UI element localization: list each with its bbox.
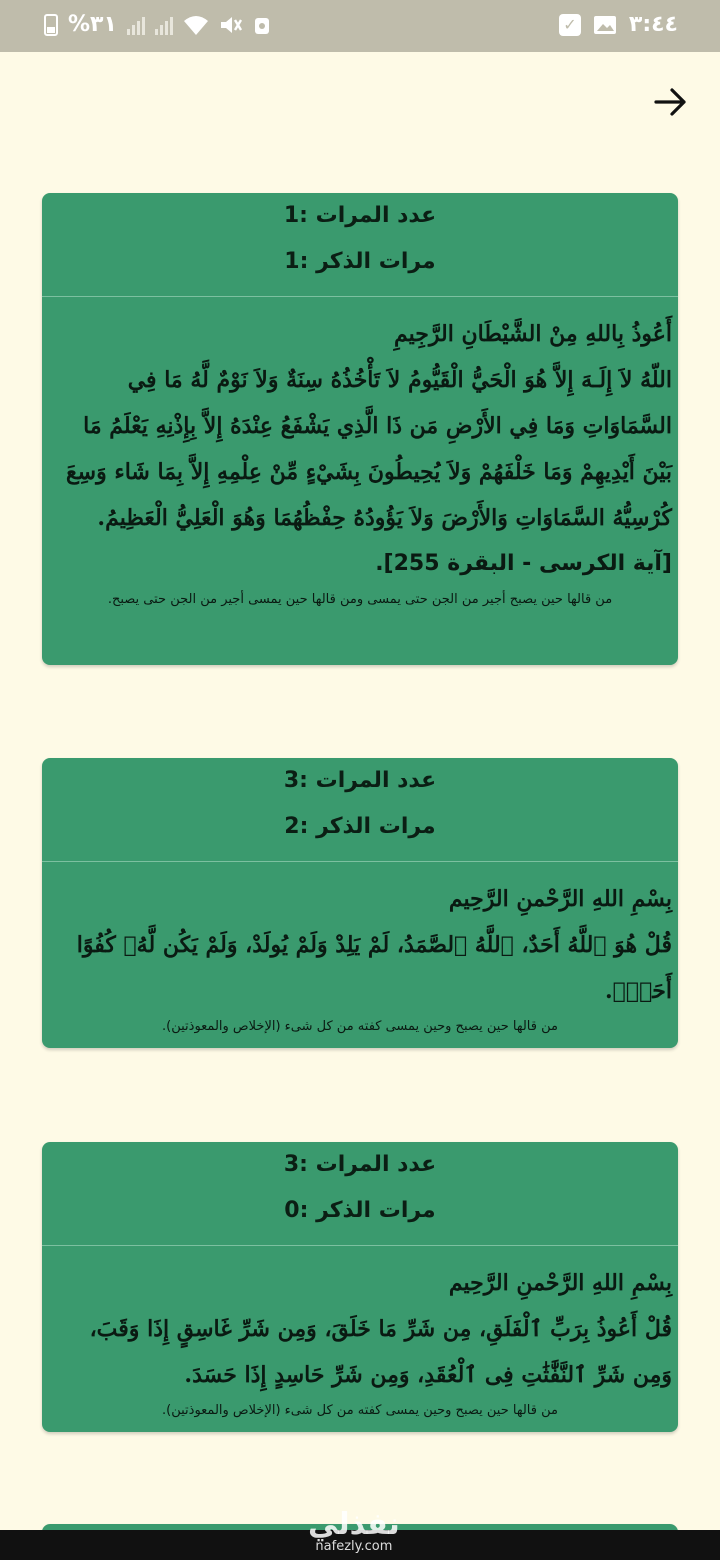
signal-2-icon [155, 15, 173, 35]
repeat-count-label: عدد المرات [315, 768, 437, 793]
repeat-count-label: عدد المرات [315, 1152, 437, 1177]
done-count-label: مرات الذكر [316, 249, 436, 274]
done-count-label: مرات الذكر [316, 814, 436, 839]
zikr-reference: [آية الكرسى - البقرة 255]. [375, 551, 672, 576]
zikr-text-block [42, 1246, 678, 1398]
watermark-arabic: نفذلي [308, 1507, 400, 1542]
done-count-row: مرات الذكر :0 [284, 1198, 436, 1223]
done-count-row: مرات الذكر :2 [284, 814, 436, 839]
repeat-count-value: 3 [283, 768, 300, 793]
card-header [42, 758, 678, 862]
status-left [44, 12, 271, 37]
done-count-label: مرات الذكر [316, 1198, 436, 1223]
wifi-icon [183, 14, 209, 36]
zikr-text: بِسْمِ اللهِ الرَّحْمنِ الرَّحِيم قُلْ هُوَ ٱللَّهُ أَحَدٌ، ٱللَّهُ ٱلصَّمَدُ، لَمْ يَلِدْ وَلَمْ يُولَدْ، وَلَمْ يَكُن لَّهُۥ كُفُوًا أَحَدٌۢ. [76, 886, 672, 1004]
done-count-value: 2 [284, 814, 300, 839]
done-count-value: 0 [284, 1198, 300, 1223]
done-count-row: مرات الذكر :1 [284, 249, 436, 274]
status-time: ٣:٤٤ [628, 12, 678, 37]
status-right [559, 12, 678, 37]
zikr-card[interactable] [42, 1142, 678, 1432]
zikr-virtue-note: من قالها حين يصبح وحين يمسى كفته من كل شىء (الإخلاص والمعوذتين). [162, 1403, 558, 1418]
zikr-text-block [42, 297, 678, 587]
repeat-count-value: 3 [283, 1152, 300, 1177]
alarm-icon [253, 14, 271, 36]
card-header [42, 1142, 678, 1246]
repeat-count-label: عدد المرات [315, 203, 437, 228]
zikr-virtue-note: من قالها حين يصبح أجير من الجن حتى يمسى ومن قالها حين يمسى أجير من الجن حتى يصبح. [107, 592, 613, 607]
zikr-card[interactable] [42, 193, 678, 665]
zikr-text: أَعُوذُ بِاللهِ مِنْ الشَّيْطَانِ الرَّجِيمِ اللّهُ لاَ إِلَـهَ إِلاَّ هُوَ الْحَيُّ الْقَيُّومُ لاَ تَأْخُذُهُ سِنَةٌ وَلاَ نَوْمٌ لَّهُ مَا فِي السَّمَاوَاتِ وَمَا فِي الأَرْضِ مَن ذَا الَّذِي يَشْفَعُ عِنْدَهُ إِلاَّ بِإِذْنِهِ يَعْلَمُ مَا بَيْنَ أَيْدِيهِمْ وَمَا خَلْفَهُمْ وَلاَ يُحِيطُونَ بِشَيْءٍ مِّنْ عِلْمِهِ إِلاَّ بِمَا شَاء وَسِعَ كُرْسِيُّهُ السَّمَاوَاتِ وَالأَرْضَ وَلاَ يَؤُودُهُ حِفْظُهُمَا وَهُوَ الْعَلِيُّ الْعَظِيمُ. [65, 321, 672, 531]
checkbox-notification-icon: ✓ [559, 14, 581, 36]
status-bar [0, 0, 720, 52]
battery-percent: %٣١ [68, 12, 117, 37]
mute-icon [219, 14, 243, 36]
watermark [308, 1507, 400, 1554]
repeat-count-row: عدد المرات :3 [283, 1152, 437, 1177]
zikr-text-block [42, 862, 678, 1014]
arrow-back-icon[interactable] [650, 82, 690, 122]
signal-icon [127, 15, 145, 35]
gallery-notification-icon [593, 14, 617, 36]
repeat-count-row: عدد المرات :3 [283, 768, 437, 793]
zikr-card[interactable] [42, 758, 678, 1048]
zikr-virtue-note: من قالها حين يصبح وحين يمسى كفته من كل شىء (الإخلاص والمعوذتين). [162, 1019, 558, 1034]
zikr-text: بِسْمِ اللهِ الرَّحْمنِ الرَّحِيم قُلْ أَعُوذُ بِرَبِّ ٱلْفَلَقِ، مِن شَرِّ مَا خَلَقَ، وَمِن شَرِّ غَاسِقٍ إِذَا وَقَبَ، وَمِن شَرِّ ٱلنَّفَّٰثَٰتِ فِى ٱلْعُقَدِ، وَمِن شَرِّ حَاسِدٍ إِذَا حَسَدَ. [89, 1270, 672, 1388]
battery-icon [44, 14, 58, 36]
card-header [42, 193, 678, 297]
watermark-latin: nafezly.com [315, 1539, 393, 1554]
repeat-count-row: عدد المرات :1 [283, 203, 437, 228]
repeat-count-value: 1 [283, 203, 300, 228]
done-count-value: 1 [284, 249, 300, 274]
